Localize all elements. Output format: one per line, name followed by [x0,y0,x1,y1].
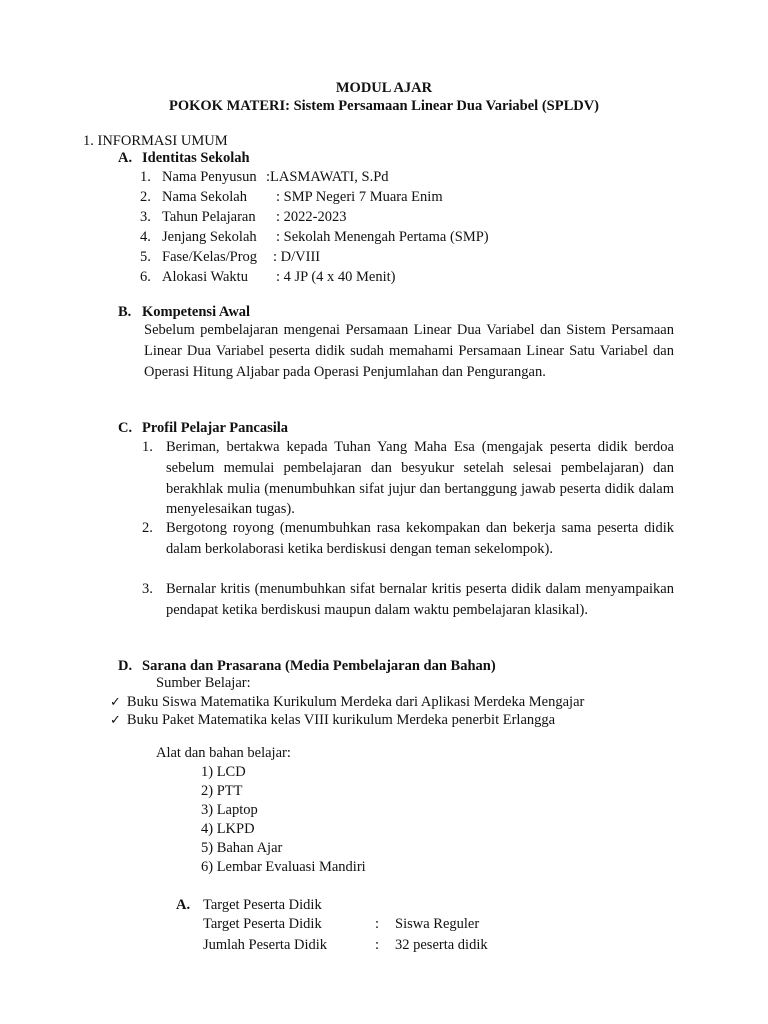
identitas-value: : 4 JP (4 x 40 Menit) [276,269,396,285]
subsection-title: Sarana dan Prasarana (Media Pembelajaran dan Bahan) [142,658,496,674]
list-item: 4) LKPD [201,821,255,837]
identitas-value: : SMP Negeri 7 Muara Enim [276,189,443,205]
target-value: Siswa Reguler [395,916,480,932]
kompetensi-awal-paragraph: Sebelum pembelajaran mengenai Persamaan Linear Dua Variabel dan Sistem Persamaan Linear Dua Variabel peserta didik sudah memahami Persamaan Linear Satu Variabel dan Operasi Hitung Aljabar pada Operasi Penjumlahan dan Pengurangan. [144,322,674,380]
identitas-label: Fase/Kelas/Prog [162,249,258,265]
document-title: MODUL AJAR [335,80,433,96]
profil-item-text: Bernalar kritis (menumbuhkan sifat bernalar kritis peserta didik dalam menyampaikan pendapat ketika berdiskusi maupun dalam waktu pembelajaran klasikal). [166,581,674,618]
identitas-value: : Sekolah Menengah Pertama (SMP) [276,229,489,245]
subsection-title: Kompetensi Awal [142,304,251,320]
list-item: 1) LCD [201,764,246,780]
subsection-sarana-prasarana: D. Sarana dan Prasarana (Media Pembelajaran dan Bahan) [118,658,496,674]
identitas-item: 2. Nama Sekolah : SMP Negeri 7 Muara Enim [140,189,443,205]
identitas-value: : 2022-2023 [276,209,347,225]
profil-item-number: 2. [142,520,153,536]
checkmark-icon: ✓ [110,713,121,728]
identitas-item: 5. Fase/Kelas/Prog : D/VIII [140,249,321,265]
target-label: Target Peserta Didik [203,916,322,932]
profil-item-text: Beriman, bertakwa kepada Tuhan Yang Maha Esa (mengajak peserta didik berdoa sebelum memulai pembelajaran dan besyukur setelah selesai pembelajaran) dan berakhlak mulia (menumbuhkan sifat jujur dan bertanggung jawab peserta didik dalam menyelesaikan tugas). [166,439,674,518]
identitas-item: 6. Alokasi Waktu : 4 JP (4 x 40 Menit) [140,269,396,285]
subsection-letter: A. [118,150,133,166]
identitas-label: Tahun Pelajaran [162,209,256,225]
list-item: 5) Bahan Ajar [201,840,283,856]
identitas-label: Alokasi Waktu [162,269,248,285]
alat-bahan-label: Alat dan bahan belajar: [156,745,291,761]
target-label: Jumlah Peserta Didik [203,937,328,953]
subsection-profil-pelajar: C. Profil Pelajar Pancasila [118,420,289,436]
checkmark-icon: ✓ [110,695,121,710]
profil-item-text: Bergotong royong (menumbuhkan rasa kekompakan dan bekerja sama peserta didik dalam berkolaborasi ketika berdiskusi dengan teman sekelompok). [166,520,674,557]
identitas-label: Jenjang Sekolah [162,229,257,245]
identitas-item: 3. Tahun Pelajaran : 2022-2023 [140,209,347,225]
target-value: 32 peserta didik [395,937,488,953]
sumber-item: ✓ Buku Siswa Matematika Kurikulum Merdeka dari Aplikasi Merdeka Mengajar [110,694,585,710]
subsection-identitas-sekolah [118,148,250,168]
profil-item-number: 1. [142,439,153,455]
subsection-title: Identitas Sekolah [142,150,250,166]
profil-item-number: 3. [142,581,153,597]
target-row: Jumlah Peserta Didik : 32 peserta didik [203,937,488,953]
sumber-belajar-label: Sumber Belajar: [156,675,251,691]
target-row: Target Peserta Didik : Siswa Reguler [203,916,480,932]
subsection-title: Profil Pelajar Pancasila [142,420,289,436]
identitas-label: Nama Penyusun [162,169,257,185]
sumber-item: ✓ Buku Paket Matematika kelas VIII kurikulum Merdeka penerbit Erlangga [110,712,556,728]
identitas-value: : D/VIII [273,249,321,265]
subsection-kompetensi-awal: B. Kompetensi Awal [118,304,251,320]
section-heading-informasi-umum: 1. INFORMASI UMUM [83,133,228,149]
list-item: 3) Laptop [201,802,258,818]
identitas-item: 1. Nama Penyusun :LASMAWATI, S.Pd [140,169,389,185]
list-item: 2) PTT [201,783,243,799]
list-item: 6) Lembar Evaluasi Mandiri [201,859,366,875]
subsection-title: Target Peserta Didik [203,897,322,913]
document-subtitle: POKOK MATERI: Sistem Persamaan Linear Dua Variabel (SPLDV) [168,98,600,114]
identitas-value: :LASMAWATI, S.Pd [266,169,389,185]
identitas-item: 4. Jenjang Sekolah : Sekolah Menengah Pertama (SMP) [140,229,489,245]
identitas-label: Nama Sekolah [162,189,247,205]
subsection-target-peserta: A. Target Peserta Didik [176,897,322,913]
